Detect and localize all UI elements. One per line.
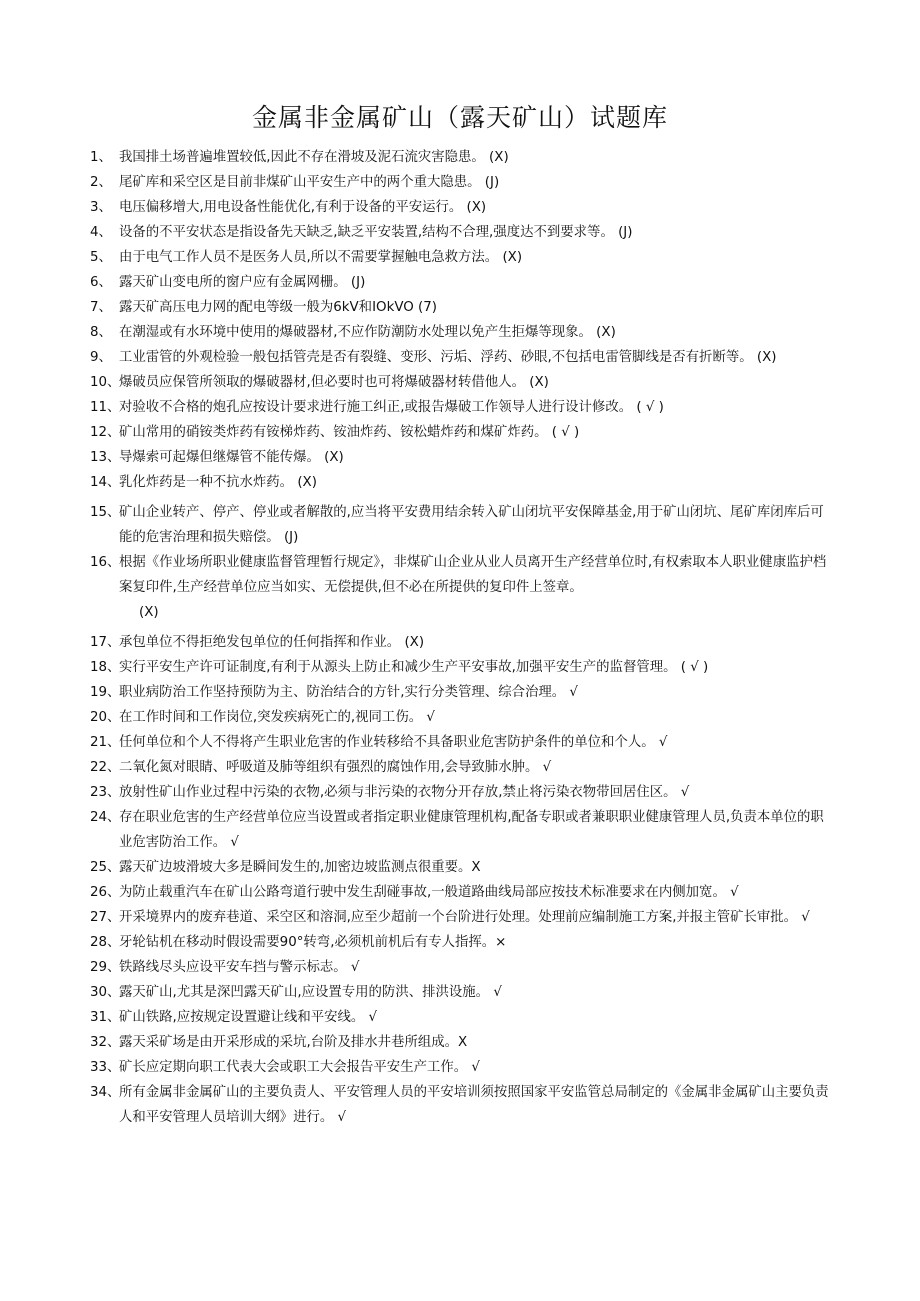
question-text: 电压偏移增大,用电设备性能优化,有利于设备的平安运行。 (X) [119, 200, 487, 215]
question-number: 25、 [90, 860, 121, 875]
question-number: 7、 [90, 300, 112, 315]
question-number: 27、 [90, 910, 121, 925]
question-text: 导爆索可起爆但继爆管不能传爆。 (X) [119, 450, 344, 465]
question-item [90, 805, 830, 855]
question-text: 对验收不合格的炮孔应按设计要求进行施工纠正,或报告爆破工作领导人进行设计修改。 ( √ ) [119, 400, 664, 415]
question-list [90, 145, 830, 1130]
question-text: 二氧化氮对眼睛、呼吸道及肺等组织有强烈的腐蚀作用,会导致肺水肿。 √ [119, 760, 552, 775]
question-text: 设备的不平安状态是指设备先天缺乏,缺乏平安装置,结构不合理,强度达不到要求等。 (J) [119, 225, 633, 240]
question-text: 我国排土场普遍堆置较低,因此不存在滑坡及泥石流灾害隐患。 (X) [119, 150, 509, 165]
question-item [90, 145, 830, 170]
question-item [90, 500, 830, 550]
question-number: 6、 [90, 275, 112, 290]
question-item [90, 420, 830, 445]
document-title: 金属非金属矿山（露天矿山）试题库 [251, 103, 668, 132]
question-item [90, 170, 830, 195]
question-number: 13、 [90, 450, 121, 465]
question-number: 30、 [90, 985, 121, 1000]
question-item [90, 730, 830, 755]
question-text: 职业病防治工作坚持预防为主、防治结合的方针,实行分类管理、综合治理。 √ [119, 685, 578, 700]
question-item [90, 245, 830, 270]
question-text: 牙轮钻机在移动时假设需要90°转弯,必须机前机后有专人指挥。× [119, 935, 507, 950]
question-item [90, 1005, 830, 1030]
question-number: 23、 [90, 785, 121, 800]
question-item [90, 220, 830, 245]
question-item [90, 780, 830, 805]
question-number: 10、 [90, 375, 121, 390]
question-item [90, 855, 830, 880]
question-number: 8、 [90, 325, 112, 340]
question-text: 开采境界内的废弃巷道、采空区和溶洞,应至少超前一个台阶进行处理。处理前应编制施工方案,并报主管矿长审批。 √ [119, 910, 810, 925]
question-number: 28、 [90, 935, 121, 950]
question-number: 2、 [90, 175, 112, 190]
question-text: 矿山常用的硝铵类炸药有铵梯炸药、铵油炸药、铵松蜡炸药和煤矿炸药。 ( √ ) [119, 425, 580, 440]
question-answer: (X) [139, 605, 159, 620]
question-item [90, 470, 830, 495]
question-text: 在工作时间和工作岗位,突发疾病死亡的,视同工伤。 √ [119, 710, 435, 725]
question-number: 5、 [90, 250, 112, 265]
question-number: 14、 [90, 475, 121, 490]
question-text: 露天采矿场是由开采形成的采坑,台阶及排水井巷所组成。X [119, 1035, 468, 1050]
question-number: 34、 [90, 1085, 121, 1100]
question-text: 露天矿山变电所的窗户应有金属网栅。 (J) [119, 275, 366, 290]
question-number: 15、 [90, 505, 121, 520]
question-item [90, 295, 830, 320]
question-item [90, 370, 830, 395]
question-item [90, 655, 830, 680]
question-text: 由于电气工作人员不是医务人员,所以不需要掌握触电急救方法。 (X) [119, 250, 523, 265]
question-number: 31、 [90, 1010, 121, 1025]
question-item [90, 880, 830, 905]
question-number: 9、 [90, 350, 112, 365]
question-text: 乳化炸药是一种不抗水炸药。 (X) [119, 475, 317, 490]
question-number: 3、 [90, 200, 112, 215]
question-number: 11、 [90, 400, 121, 415]
question-text: 尾矿库和采空区是目前非煤矿山平安生产中的两个重大隐患。 (J) [119, 175, 500, 190]
question-item [90, 445, 830, 470]
question-text: 铁路线尽头应设平安车挡与警示标志。 √ [119, 960, 360, 975]
question-number: 16、 [90, 555, 121, 570]
question-number: 21、 [90, 735, 121, 750]
question-number: 26、 [90, 885, 121, 900]
question-number: 22、 [90, 760, 121, 775]
question-item [90, 1030, 830, 1055]
question-item [90, 980, 830, 1005]
question-item [90, 955, 830, 980]
question-text: 露天矿高压电力网的配电等级一般为6kV和IOkVO (7) [119, 300, 438, 315]
question-item [90, 320, 830, 345]
question-number: 18、 [90, 660, 121, 675]
question-item [90, 930, 830, 955]
question-item [90, 680, 830, 705]
question-text: 承包单位不得拒绝发包单位的任何指挥和作业。 (X) [119, 635, 425, 650]
question-text: 根据《作业场所职业健康监督管理暂行规定》，非煤矿山企业从业人员离开生产经营单位时,有权索取本人职业健康监护档案复印件,生产经营单位应当如实、无偿提供,但不必在所提供的复印件上签章。 [119, 555, 827, 595]
question-text: 爆破员应保管所领取的爆破器材,但必要时也可将爆破器材转借他人。 (X) [119, 375, 549, 390]
question-number: 29、 [90, 960, 121, 975]
question-number: 19、 [90, 685, 121, 700]
question-text: 矿长应定期向职工代表大会或职工大会报告平安生产工作。 √ [119, 1060, 480, 1075]
question-text: 在潮湿或有水环境中使用的爆破器材,不应作防潮防水处理以免产生拒爆等现象。 (X) [119, 325, 616, 340]
question-text: 存在职业危害的生产经营单位应当设置或者指定职业健康管理机构,配备专职或者兼职职业健康管理人员,负责本单位的职业危害防治工作。 √ [119, 810, 824, 850]
question-item [90, 195, 830, 220]
question-text: 露天矿边坡滑坡大多是瞬间发生的,加密边坡监测点很重要。X [119, 860, 481, 875]
question-text: 任何单位和个人不得将产生职业危害的作业转移给不具备职业危害防护条件的单位和个人。 √ [119, 735, 668, 750]
question-item [90, 1080, 830, 1130]
question-number: 4、 [90, 225, 112, 240]
question-text: 放射性矿山作业过程中污染的衣物,必须与非污染的衣物分开存放,禁止将污染衣物带回居住区。 √ [119, 785, 690, 800]
question-number: 17、 [90, 635, 121, 650]
question-number: 1、 [90, 150, 112, 165]
question-item [90, 755, 830, 780]
question-item [90, 630, 830, 655]
question-text: 为防止载重汽车在矿山公路弯道行驶中发生刮碰事故,一般道路曲线局部应按技术标准要求在内侧加宽。 √ [119, 885, 739, 900]
question-text: 工业雷管的外观检验一般包括管壳是否有裂缝、变形、污垢、浮药、砂眼,不包括电雷管脚线是否有折断等。 (X) [119, 350, 777, 365]
question-text: 实行平安生产许可证制度,有利于从源头上防止和减少生产平安事故,加强平安生产的监督管理。 ( √ ) [119, 660, 709, 675]
question-item [90, 905, 830, 930]
question-number: 24、 [90, 810, 121, 825]
question-text: 所有金属非金属矿山的主要负责人、平安管理人员的平安培训须按照国家平安监管总局制定的《金属非金属矿山主要负责人和平安管理人员培训大纲》进行。 √ [119, 1085, 829, 1125]
question-number: 12、 [90, 425, 121, 440]
question-item [90, 345, 830, 370]
question-item [90, 1055, 830, 1080]
question-number: 32、 [90, 1035, 121, 1050]
question-item [90, 270, 830, 295]
question-item [90, 705, 830, 730]
question-text: 矿山企业转产、停产、停业或者解散的,应当将平安费用结余转入矿山闭坑平安保障基金,用于矿山闭坑、尾矿库闭库后可能的危害治理和损失赔偿。 (J) [119, 505, 824, 545]
question-text: 露天矿山,尤其是深凹露天矿山,应设置专用的防洪、排洪设施。 √ [119, 985, 502, 1000]
question-item [90, 550, 830, 625]
question-number: 20、 [90, 710, 121, 725]
question-number: 33、 [90, 1060, 121, 1075]
question-text: 矿山铁路,应按规定设置避让线和平安线。 √ [119, 1010, 378, 1025]
question-item [90, 395, 830, 420]
